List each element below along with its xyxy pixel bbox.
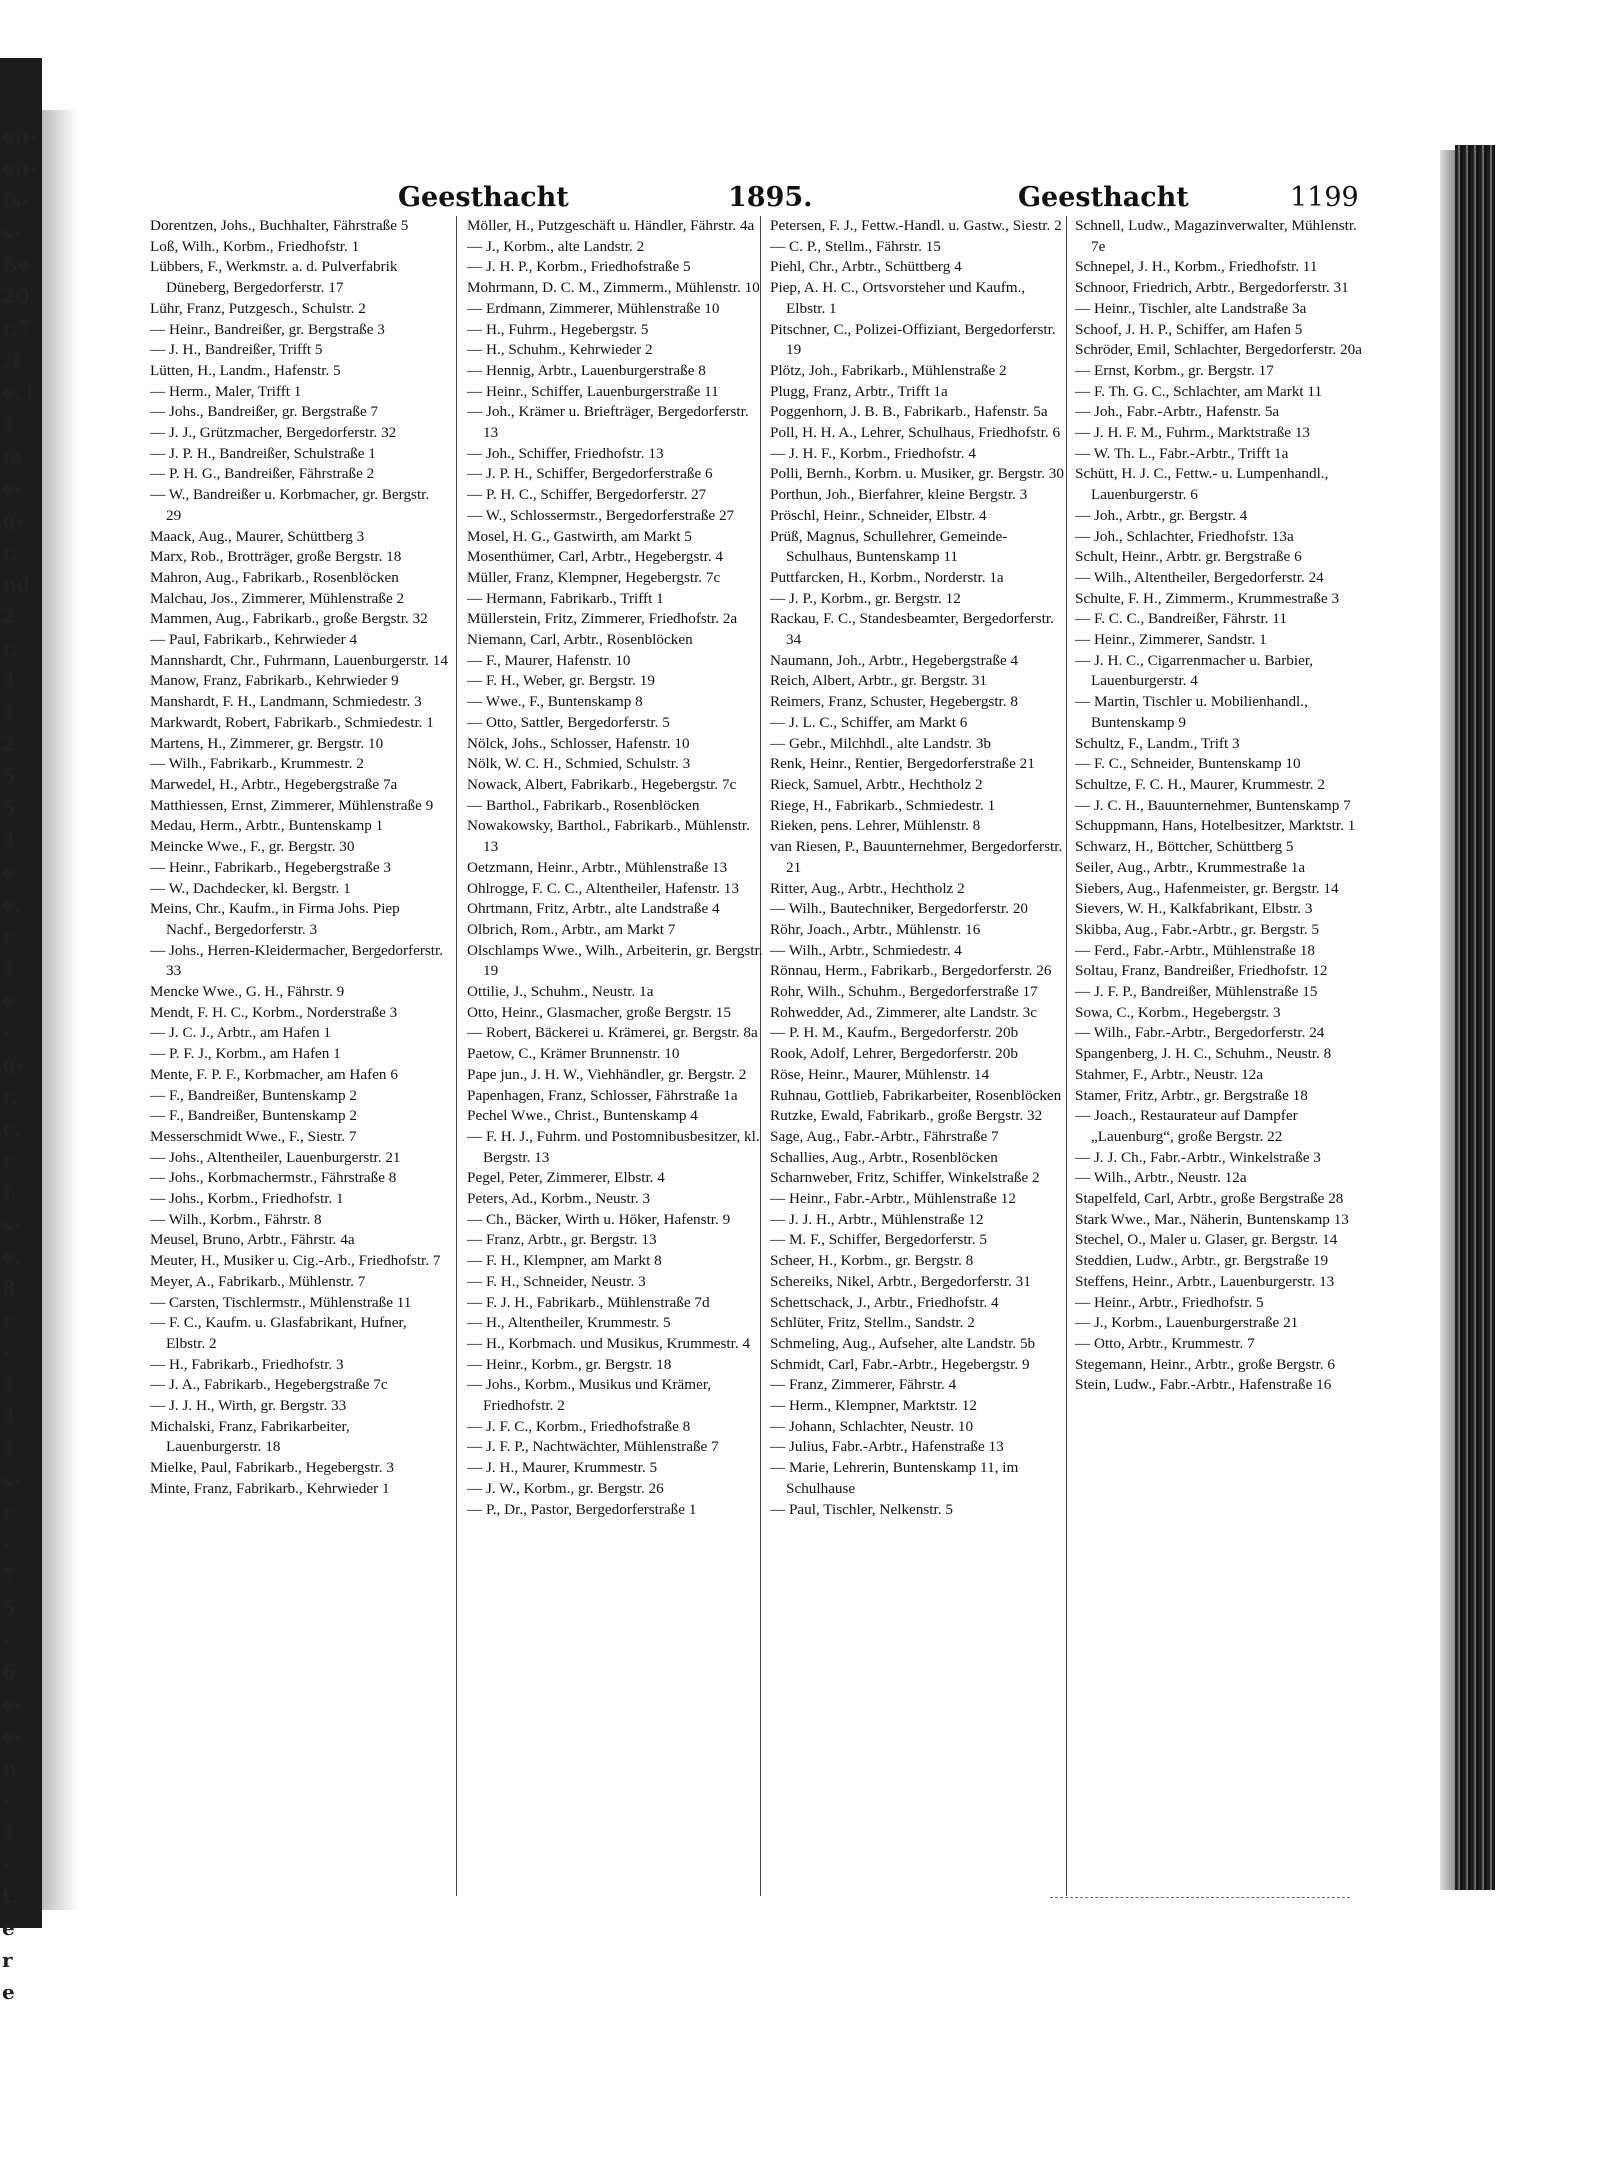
directory-entry: — H., Schuhm., Kehrwieder 2 — [467, 341, 653, 359]
directory-entry: Nölk, W. C. H., Schmied, Schulstr. 3 — [467, 755, 691, 773]
directory-entry: — Erdmann, Zimmerer, Mühlenstraße 10 — [467, 299, 720, 317]
directory-entry: — Heinr., Tischler, alte Landstraße 3a — [1075, 299, 1307, 317]
directory-entry: Stahmer, F., Arbtr., Neustr. 12a — [1075, 1065, 1264, 1083]
directory-entry: Mencke Wwe., G. H., Fährstr. 9 — [150, 983, 345, 1001]
page-stack-edge — [1455, 145, 1495, 1890]
directory-entry: Olschlamps Wwe., Wilh., Arbeiterin, gr. Bergstr. 19 — [467, 941, 763, 980]
previous-page-fragment: .1 — [2, 348, 23, 372]
previous-page-fragment: 2 — [2, 604, 16, 628]
directory-entry: Pape jun., J. H. W., Viehhändler, gr. Bergstr. 2 — [467, 1065, 747, 1083]
previous-page-fragment: r — [2, 924, 13, 948]
directory-entry: Schröder, Emil, Schlachter, Bergedorferstr. 20a — [1075, 341, 1362, 359]
directory-entry: — J. J. H., Arbtr., Mühlenstraße 12 — [770, 1210, 984, 1228]
directory-entry: — F., Bandreißer, Buntenskamp 2 — [150, 1107, 357, 1125]
directory-entry: Steffens, Heinr., Arbtr., Lauenburgerstr. 13 — [1075, 1272, 1335, 1290]
header-place-right: Geesthacht — [1018, 182, 1189, 213]
directory-entry: — P. F. J., Korbm., am Hafen 1 — [150, 1045, 341, 1063]
previous-page-fragment: e- — [2, 1692, 24, 1716]
directory-entry: Mosel, H. G., Gastwirth, am Markt 5 — [467, 527, 692, 545]
directory-entry: — J. P. H., Bandreißer, Schulstraße 1 — [150, 444, 376, 462]
page-gutter-shadow — [42, 110, 94, 1910]
directory-entry: Müllerstein, Fritz, Zimmerer, Friedhofstr. 2a — [467, 610, 738, 628]
directory-entry: Manow, Franz, Fabrikarb., Kehrwieder 9 — [150, 672, 399, 690]
previous-page-fragment: e — [2, 1980, 15, 2004]
directory-entry: Schult, Heinr., Arbtr. gr. Bergstraße 6 — [1075, 548, 1302, 566]
previous-page-fragment: r — [2, 1308, 13, 1332]
directory-entry: Pegel, Peter, Zimmerer, Elbstr. 4 — [467, 1169, 665, 1187]
directory-entry: Plötz, Joh., Fabrikarb., Mühlenstraße 2 — [770, 361, 1007, 379]
directory-entry: Mendt, F. H. C., Korbm., Norderstraße 3 — [150, 1003, 398, 1021]
directory-entry: Olbrich, Rom., Arbtr., am Markt 7 — [467, 920, 676, 938]
directory-column-3 — [770, 216, 1068, 1906]
directory-entry: Schulte, F. H., Zimmerm., Krummestraße 3 — [1075, 589, 1340, 607]
previous-page-fragment: e, — [2, 892, 22, 916]
directory-entry: Schoof, J. H. P., Schiffer, am Hafen 5 — [1075, 320, 1303, 338]
directory-entry: — J., Korbm., Lauenburgerstraße 21 — [1075, 1314, 1299, 1332]
directory-entry: — Ch., Bäcker, Wirth u. Höker, Hafenstr. 9 — [467, 1210, 731, 1228]
directory-entry: Poll, H. H. A., Lehrer, Schulhaus, Friedhofstr. 6 — [770, 424, 1061, 442]
previous-page-fragment: 5 — [2, 1596, 16, 1620]
directory-entry: — Joh., Schlachter, Friedhofstr. 13a — [1075, 527, 1294, 545]
directory-entry: — J. H. C., Cigarrenmacher u. Barbier, Lauenburgerstr. 4 — [1075, 651, 1314, 690]
directory-entry: — J. H., Bandreißer, Trifft 5 — [150, 341, 323, 359]
directory-column-1 — [150, 216, 448, 1906]
directory-entry: — Otto, Arbtr., Krummestr. 7 — [1075, 1334, 1255, 1352]
directory-column-4 — [1075, 216, 1373, 1906]
directory-entry: Prüß, Magnus, Schullehrer, Gemeinde-Schulhaus, Buntenskamp 11 — [770, 527, 1008, 566]
directory-entry: Marwedel, H., Arbtr., Hegebergstraße 7a — [150, 775, 398, 793]
directory-entry: Spangenberg, J. H. C., Schuhm., Neustr. 8 — [1075, 1045, 1332, 1063]
directory-entry: — Heinr., Zimmerer, Sandstr. 1 — [1075, 631, 1267, 649]
directory-entry: — P. H. M., Kaufm., Bergedorferstr. 20b — [770, 1024, 1019, 1042]
directory-entry: — J. H., Maurer, Krummestr. 5 — [467, 1459, 658, 1477]
directory-entry: — J. H. F., Korbm., Friedhofstr. 4 — [770, 444, 976, 462]
directory-entry: Mahron, Aug., Fabrikarb., Rosenblöcken — [150, 568, 399, 586]
directory-entry: Riege, H., Fabrikarb., Schmiedestr. 1 — [770, 796, 996, 814]
directory-entry: — F. H., Schneider, Neustr. 3 — [467, 1272, 646, 1290]
directory-entry: Schütt, H. J. C., Fettw.- u. Lumpenhandl., Lauenburgerstr. 6 — [1075, 465, 1329, 504]
directory-entry: — H., Korbmach. und Musikus, Krummestr. 4 — [467, 1334, 751, 1352]
previous-page-fragment: e — [2, 860, 15, 884]
previous-page-fragment: - — [2, 1628, 11, 1652]
directory-entry: Loß, Wilh., Korbm., Friedhofstr. 1 — [150, 237, 360, 255]
directory-entry: — P. H. C., Schiffer, Bergedorferstr. 27 — [467, 486, 707, 504]
directory-entry: — J. A., Fabrikarb., Hegebergstraße 7c — [150, 1376, 388, 1394]
directory-entry: Soltau, Franz, Bandreißer, Friedhofstr. 12 — [1075, 962, 1328, 980]
directory-entry: Maack, Aug., Maurer, Schüttberg 3 — [150, 527, 365, 545]
directory-entry: — Joh., Krämer u. Briefträger, Bergedorferstr. 13 — [467, 403, 749, 442]
directory-entry: Sowa, C., Korbm., Hegebergstr. 3 — [1075, 1003, 1281, 1021]
previous-page-fragment: r. — [2, 636, 18, 660]
directory-entry: — J. P., Korbm., gr. Bergstr. 12 — [770, 589, 961, 607]
directory-entry: Meyer, A., Fabrikarb., Mühlenstr. 7 — [150, 1272, 366, 1290]
previous-page-fragment: en- — [2, 124, 38, 148]
directory-entry: — Joh., Arbtr., gr. Bergstr. 4 — [1075, 506, 1248, 524]
directory-entry: Michalski, Franz, Fabrikarbeiter, Lauenburgerstr. 18 — [150, 1417, 350, 1456]
previous-page-fragment: s- — [2, 1468, 22, 1492]
directory-entry: Stechel, O., Maler u. Glaser, gr. Bergstr. 14 — [1075, 1231, 1338, 1249]
directory-entry: Puttfarcken, H., Korbm., Norderstr. 1a — [770, 568, 1004, 586]
directory-entry: — Wilh., Korbm., Fährstr. 8 — [150, 1210, 322, 1228]
page-number: 1199 — [1290, 182, 1359, 213]
directory-entry: Rieck, Samuel, Arbtr., Hechtholz 2 — [770, 775, 983, 793]
directory-entry: Piep, A. H. C., Ortsvorsteher und Kaufm., Elbstr. 1 — [770, 279, 1026, 317]
directory-entry: — Johs., Herren-Kleidermacher, Bergedorferstr. 33 — [150, 941, 444, 980]
previous-page-fragment: r. — [2, 540, 18, 564]
directory-entry: — H., Fuhrm., Hegebergstr. 5 — [467, 320, 649, 338]
directory-entry: Schnell, Ludw., Magazinverwalter, Mühlenstr. 7e — [1075, 217, 1357, 255]
previous-page-fragment: 1 — [2, 956, 16, 980]
directory-entry: Pitschner, C., Polizei-Offiziant, Bergedorferstr. 19 — [770, 320, 1056, 359]
directory-entry: — F. H., Weber, gr. Bergstr. 19 — [467, 672, 655, 690]
directory-entry: Meins, Chr., Kaufm., in Firma Johs. Piep Nachf., Bergedorferstr. 3 — [150, 900, 400, 938]
previous-page-fragment: 6 — [2, 1660, 16, 1684]
directory-entry: Rieken, pens. Lehrer, Mühlenstr. 8 — [770, 817, 981, 835]
directory-entry: — H., Altentheiler, Krummestr. 5 — [467, 1314, 671, 1332]
previous-page-fragment: e — [2, 1916, 15, 1940]
directory-entry: Otto, Heinr., Glasmacher, große Bergstr. 15 — [467, 1003, 731, 1021]
previous-page-fragment: 2 — [2, 732, 16, 756]
previous-page-fragment: n — [2, 1756, 17, 1780]
previous-page-fragment: fs- — [2, 188, 31, 212]
column-rule — [456, 216, 457, 1896]
directory-entry: — Joh., Fabr.-Arbtr., Hafenstr. 5a — [1075, 403, 1280, 421]
directory-entry: — W., Dachdecker, kl. Bergstr. 1 — [150, 879, 351, 897]
directory-entry: — Heinr., Fabrikarb., Hegebergstraße 3 — [150, 858, 391, 876]
directory-entry: — J. J. Ch., Fabr.-Arbtr., Winkelstraße 3 — [1075, 1148, 1321, 1166]
directory-entry: Matthiessen, Ernst, Zimmerer, Mühlenstraße 9 — [150, 796, 434, 814]
directory-entry: — F., Maurer, Hafenstr. 10 — [467, 651, 631, 669]
directory-entry: — Johann, Schlachter, Neustr. 10 — [770, 1417, 974, 1435]
directory-entry: — Carsten, Tischlermstr., Mühlenstraße 11 — [150, 1293, 412, 1311]
directory-entry: — Johs., Korbm., Friedhofstr. 1 — [150, 1190, 344, 1208]
directory-entry: — Johs., Korbm., Musikus und Krämer, Friedhofstr. 2 — [467, 1376, 712, 1415]
directory-entry: — J. L. C., Schiffer, am Markt 6 — [770, 713, 968, 731]
directory-entry: — Paul, Fabrikarb., Kehrwieder 4 — [150, 631, 358, 649]
header-year: 1895. — [728, 182, 813, 213]
directory-entry: Meusel, Bruno, Arbtr., Fährstr. 4a — [150, 1231, 355, 1249]
previous-page-fragment: - — [2, 1020, 11, 1044]
previous-page-fragment: c, — [2, 1116, 22, 1140]
directory-entry: — Heinr., Korbm., gr. Bergstr. 18 — [467, 1355, 672, 1373]
directory-entry: Ottilie, J., Schuhm., Neustr. 1a — [467, 983, 654, 1001]
directory-entry: Schultz, F., Landm., Trift 3 — [1075, 734, 1240, 752]
directory-entry: Peters, Ad., Korbm., Neustr. 3 — [467, 1190, 651, 1208]
directory-entry: Reimers, Franz, Schuster, Hegebergstr. 8 — [770, 693, 1018, 711]
directory-entry: — Ernst, Korbm., gr. Bergstr. 17 — [1075, 361, 1274, 379]
directory-entry: — Hennig, Arbtr., Lauenburgerstraße 8 — [467, 361, 706, 379]
directory-entry: — Ferd., Fabr.-Arbtr., Mühlenstraße 18 — [1075, 941, 1316, 959]
directory-entry: — Johs., Altentheiler, Lauenburgerstr. 21 — [150, 1148, 401, 1166]
directory-entry: — Wilh., Altentheiler, Bergedorferstr. 24 — [1075, 568, 1324, 586]
directory-entry: — F. J. H., Fabrikarb., Mühlenstraße 7d — [467, 1293, 710, 1311]
directory-entry: Mohrmann, D. C. M., Zimmerm., Mühlenstr. 10 — [467, 279, 760, 297]
directory-entry: Rackau, F. C., Standesbeamter, Bergedorferstr. 34 — [770, 610, 1054, 649]
directory-entry: Ruhnau, Gottlieb, Fabrikarbeiter, Rosenblöcken — [770, 1086, 1062, 1104]
directory-entry: Pechel Wwe., Christ., Buntenskamp 4 — [467, 1107, 698, 1125]
directory-entry: Mielke, Paul, Fabrikarb., Hegebergstr. 3 — [150, 1459, 394, 1477]
directory-entry: Dorentzen, Johs., Buchhalter, Fährstraße 5 — [150, 217, 409, 234]
directory-entry: Ohrtmann, Fritz, Arbtr., alte Landstraße 4 — [467, 900, 720, 918]
directory-entry: Sievers, W. H., Kalkfabrikant, Elbstr. 3 — [1075, 900, 1313, 918]
directory-entry: Lütten, H., Landm., Hafenstr. 5 — [150, 361, 341, 379]
previous-page-fragment: 4 — [2, 1404, 16, 1428]
directory-entry: Paetow, C., Krämer Brunnenstr. 10 — [467, 1045, 680, 1063]
directory-entry: — Wilh., Fabrikarb., Krummestr. 2 — [150, 755, 364, 773]
directory-entry: Schlüter, Fritz, Stellm., Sandstr. 2 — [770, 1314, 975, 1332]
directory-entry: Lühr, Franz, Putzgesch., Schulstr. 2 — [150, 299, 366, 317]
directory-entry: Malchau, Jos., Zimmerer, Mühlenstraße 2 — [150, 589, 405, 607]
directory-entry: Stamer, Fritz, Arbtr., gr. Bergstraße 18 — [1075, 1086, 1308, 1104]
previous-page-fragment: s- — [2, 1212, 22, 1236]
directory-entry: — J. C. J., Arbtr., am Hafen 1 — [150, 1024, 331, 1042]
directory-entry: Ohlrogge, F. C. C., Altentheiler, Hafenstr. 13 — [467, 879, 739, 897]
directory-entry: Piehl, Chr., Arbtr., Schüttberg 4 — [770, 258, 962, 276]
directory-entry: — J. F. P., Nachtwächter, Mühlenstraße 7 — [467, 1438, 719, 1456]
directory-entry: Lübbers, F., Werkmstr. a. d. Pulverfabrik Düneberg, Bergedorferstr. 17 — [150, 258, 398, 297]
previous-page-fragment: - — [2, 1532, 11, 1556]
directory-entry: — J. J. H., Wirth, gr. Bergstr. 33 — [150, 1397, 347, 1415]
directory-entry: Pröschl, Heinr., Schneider, Elbstr. 4 — [770, 506, 987, 524]
directory-entry: Ritter, Aug., Arbtr., Hechtholz 2 — [770, 879, 965, 897]
directory-entry: — P., Dr., Pastor, Bergedorferstraße 1 — [467, 1500, 697, 1518]
directory-entry: Schnepel, J. H., Korbm., Friedhofstr. 11 — [1075, 258, 1318, 276]
directory-entry: — J. F. P., Bandreißer, Mühlenstraße 15 — [1075, 983, 1318, 1001]
directory-entry: — F. H. J., Fuhrm. und Postomnibusbesitzer, kl. Bergstr. 13 — [467, 1127, 760, 1166]
directory-entry: Rohwedder, Ad., Zimmerer, alte Landstr. 3c — [770, 1003, 1038, 1021]
directory-entry: Schmeling, Aug., Aufseher, alte Landstr. 5b — [770, 1334, 1036, 1352]
directory-entry: Schultze, F. C. H., Maurer, Krummestr. 2 — [1075, 775, 1325, 793]
directory-entry: — J., Korbm., alte Landstr. 2 — [467, 237, 645, 255]
directory-entry: Schwarz, H., Böttcher, Schüttberg 5 — [1075, 838, 1294, 856]
directory-entry: — Heinr., Schiffer, Lauenburgerstraße 11 — [467, 382, 719, 400]
directory-entry: — W., Bandreißer u. Korbmacher, gr. Bergstr. 29 — [150, 486, 430, 524]
directory-entry: Medau, Herm., Arbtr., Buntenskamp 1 — [150, 817, 384, 835]
previous-page-fragments — [0, 120, 40, 2004]
directory-entry: — Heinr., Fabr.-Arbtr., Mühlenstraße 12 — [770, 1190, 1016, 1208]
footer-dash-rule — [1050, 1897, 1350, 1899]
directory-entry: Schettschack, J., Arbtr., Friedhofstr. 4 — [770, 1293, 999, 1311]
directory-entry: Rook, Adolf, Lehrer, Bergedorferstr. 20b — [770, 1045, 1018, 1063]
previous-page-fragment: e.1 — [2, 380, 36, 404]
directory-entry: Renk, Heinr., Rentier, Bergedorferstraße 21 — [770, 755, 1035, 773]
directory-entry: Rutzke, Ewald, Fabrikarb., große Bergstr. 32 — [770, 1107, 1043, 1125]
previous-page-fragment: 1 — [2, 412, 16, 436]
directory-entry: Stegemann, Heinr., Arbtr., große Bergstr. 6 — [1075, 1355, 1335, 1373]
previous-page-fragment: 1 — [2, 700, 16, 724]
previous-page-fragment: r, — [2, 1084, 19, 1108]
directory-entry: Mente, F. P. F., Korbmacher, am Hafen 6 — [150, 1065, 398, 1083]
previous-page-fragment: s- — [2, 220, 22, 244]
directory-entry: — Martin, Tischler u. Mobilienhandl., Buntenskamp 9 — [1075, 693, 1308, 731]
previous-page-fragment: e- — [2, 476, 24, 500]
directory-entry: — Otto, Sattler, Bergedorferstr. 5 — [467, 713, 670, 731]
directory-entry: Nowack, Albert, Fabrikarb., Hegebergstr. 7c — [467, 775, 737, 793]
previous-page-fragment: en- — [2, 156, 38, 180]
directory-entry: Markwardt, Robert, Fabrikarb., Schmiedestr. 1 — [150, 713, 434, 731]
directory-entry: Scheer, H., Korbm., gr. Bergstr. 8 — [770, 1252, 974, 1270]
directory-entry: Mosenthümer, Carl, Arbtr., Hegebergstr. 4 — [467, 548, 723, 566]
directory-entry: Porthun, Joh., Bierfahrer, kleine Bergstr. 3 — [770, 486, 1028, 504]
directory-entry: — Hermann, Fabrikarb., Trifft 1 — [467, 589, 664, 607]
previous-page-fragment: - — [2, 1788, 11, 1812]
directory-entry: Nowakowsky, Barthol., Fabrikarb., Mühlenstr. 13 — [467, 817, 750, 856]
directory-entry: — Heinr., Arbtr., Friedhofstr. 5 — [1075, 1293, 1264, 1311]
directory-entry: Scharnweber, Fritz, Schiffer, Winkelstraße 2 — [770, 1169, 1040, 1187]
directory-entry: — J. H. P., Korbm., Friedhofstraße 5 — [467, 258, 691, 276]
directory-entry: Stein, Ludw., Fabr.-Arbtr., Hafenstraße 16 — [1075, 1376, 1332, 1394]
directory-entry: Müller, Franz, Klempner, Hegebergstr. 7c — [467, 568, 721, 586]
directory-entry: — Johs., Korbmachermstr., Fährstraße 8 — [150, 1169, 397, 1187]
directory-entry: — J. F. C., Korbm., Friedhofstraße 8 — [467, 1417, 691, 1435]
directory-entry: Meuter, H., Musiker u. Cig.-Arb., Friedhofstr. 7 — [150, 1252, 441, 1270]
directory-entry: Mammen, Aug., Fabrikarb., große Bergstr. 32 — [150, 610, 428, 628]
previous-page-fragment: nd — [2, 572, 31, 596]
directory-column-2 — [467, 216, 765, 1906]
previous-page-fragment: 5 — [2, 796, 16, 820]
previous-page-fragment: 1 — [2, 1372, 16, 1396]
directory-entry: — Julius, Fabr.-Arbtr., Hafenstraße 13 — [770, 1438, 1004, 1456]
directory-entry: — Wilh., Bautechniker, Bergedorferstr. 20 — [770, 900, 1029, 918]
previous-page-fragment: ße — [2, 252, 30, 276]
running-header — [150, 182, 1390, 218]
directory-entry: — J. C. H., Bauunternehmer, Buntenskamp 7 — [1075, 796, 1351, 814]
previous-page-fragment: 7 — [2, 1564, 16, 1588]
directory-entry: — F. H., Klempner, am Markt 8 — [467, 1252, 662, 1270]
directory-entry: Minte, Franz, Fabrikarb., Kehrwieder 1 — [150, 1479, 390, 1497]
previous-page-fragment: 1 — [2, 1820, 16, 1844]
directory-entry: Meincke Wwe., F., gr. Bergstr. 30 — [150, 838, 355, 856]
directory-entry: — Barthol., Fabrikarb., Rosenblöcken — [467, 796, 700, 814]
directory-entry: — Herm., Klempner, Marktstr. 12 — [770, 1397, 977, 1415]
previous-page-fragment: r — [2, 1948, 13, 1972]
directory-entry: Reich, Albert, Arbtr., gr. Bergstr. 31 — [770, 672, 987, 690]
directory-entry: — C. P., Stellm., Fährstr. 15 — [770, 237, 941, 255]
directory-entry: — F. C. C., Bandreißer, Fährstr. 11 — [1075, 610, 1287, 628]
directory-entry: — Wilh., Arbtr., Neustr. 12a — [1075, 1169, 1247, 1187]
directory-entry: Schuppmann, Hans, Hotelbesitzer, Marktstr. 1 — [1075, 817, 1356, 835]
directory-entry: — F. Th. G. C., Schlachter, am Markt 11 — [1075, 382, 1323, 400]
previous-page-fragment: t. — [2, 1884, 19, 1908]
directory-entry: Stapelfeld, Carl, Arbtr., große Bergstraße 28 — [1075, 1190, 1344, 1208]
directory-entry: Röhr, Joach., Arbtr., Mühlenstr. 16 — [770, 920, 981, 938]
directory-entry: Seiler, Aug., Arbtr., Krummestraße 1a — [1075, 858, 1306, 876]
previous-page-fragment: 4 — [2, 668, 16, 692]
directory-entry: Mannshardt, Chr., Fuhrmann, Lauenburgerstr. 14 — [150, 651, 448, 669]
directory-entry: Rohr, Wilh., Schuhm., Bergedorferstraße 17 — [770, 983, 1038, 1001]
directory-entry: Petersen, F. J., Fettw.-Handl. u. Gastw., Siestr. 2 — [770, 217, 1062, 234]
directory-entry: — Joach., Restaurateur auf Dampfer „Lauenburg“, große Bergstr. 22 — [1075, 1107, 1298, 1145]
previous-page-fragment: 8 — [2, 1276, 16, 1300]
directory-entry: — Heinr., Bandreißer, gr. Bergstraße 3 — [150, 320, 385, 338]
directory-entry: Niemann, Carl, Arbtr., Rosenblöcken — [467, 631, 693, 649]
directory-entry: — Franz, Zimmerer, Fährstr. 4 — [770, 1376, 957, 1394]
directory-entry: Papenhagen, Franz, Schlosser, Fährstraße 1a — [467, 1086, 738, 1104]
directory-entry: Skibba, Aug., Fabr.-Arbtr., gr. Bergstr. 5 — [1075, 920, 1319, 938]
previous-page-fragment: 4 — [2, 828, 16, 852]
directory-entry: — F., Bandreißer, Buntenskamp 2 — [150, 1086, 357, 1104]
directory-entry: — P. H. G., Bandreißer, Fährstraße 2 — [150, 465, 375, 483]
directory-entry: — J. P. H., Schiffer, Bergedorferstraße 6 — [467, 465, 713, 483]
directory-entry: van Riesen, P., Bauunternehmer, Bergedorferstr. 21 — [770, 838, 1063, 876]
directory-entry: — Wilh., Fabr.-Arbtr., Bergedorferstr. 24 — [1075, 1024, 1325, 1042]
directory-entry: — Franz, Arbtr., gr. Bergstr. 13 — [467, 1231, 657, 1249]
previous-page-fragment: e — [2, 988, 15, 1012]
directory-entry: Martens, H., Zimmerer, gr. Bergstr. 10 — [150, 734, 384, 752]
header-place-left: Geesthacht — [398, 182, 569, 213]
directory-entry: Rönnau, Herm., Fabrikarb., Bergedorferstr. 26 — [770, 962, 1052, 980]
previous-page-fragment: 5 — [2, 764, 16, 788]
directory-entry: Möller, H., Putzgeschäft u. Händler, Fährstr. 4a — [467, 217, 755, 234]
directory-entry: Naumann, Joh., Arbtr., Hegebergstraße 4 — [770, 651, 1019, 669]
directory-entry: — F. C., Schneider, Buntenskamp 10 — [1075, 755, 1301, 773]
directory-entry: — Gebr., Milchhdl., alte Landstr. 3b — [770, 734, 992, 752]
directory-entry: Schmidt, Carl, Fabr.-Arbtr., Hegebergstr. 9 — [770, 1355, 1030, 1373]
directory-entry: Manshardt, F. H., Landmann, Schmiedestr. 3 — [150, 693, 422, 711]
previous-page-fragment: e- — [2, 1724, 24, 1748]
page-edge-shade — [1440, 150, 1456, 1890]
directory-entry: Schereiks, Nikel, Arbtr., Bergedorferstr. 31 — [770, 1272, 1031, 1290]
directory-entry: Nölck, Johs., Schlosser, Hafenstr. 10 — [467, 734, 690, 752]
directory-entry: — Johs., Bandreißer, gr. Bergstraße 7 — [150, 403, 379, 421]
directory-entry: — Herm., Maler, Trifft 1 — [150, 382, 302, 400]
directory-entry: Oetzmann, Heinr., Arbtr., Mühlenstraße 13 — [467, 858, 728, 876]
directory-entry: — Joh., Schiffer, Friedhofstr. 13 — [467, 444, 664, 462]
previous-page-fragment: 20 — [2, 284, 30, 308]
previous-page-fragment: m — [2, 444, 24, 468]
directory-entry: Stark Wwe., Mar., Näherin, Buntenskamp 13 — [1075, 1210, 1349, 1228]
directory-entry: Polli, Bernh., Korbm. u. Musiker, gr. Bergstr. 30 — [770, 465, 1064, 483]
directory-entry: Plugg, Franz, Arbtr., Trifft 1a — [770, 382, 948, 400]
directory-entry: — F. C., Kaufm. u. Glasfabrikant, Hufner, Elbstr. 2 — [150, 1314, 407, 1352]
previous-page-fragment: 1 — [2, 1436, 16, 1460]
previous-page-fragment: f, — [2, 1180, 18, 1204]
directory-entry: Steddien, Ludw., Arbtr., gr. Bergstraße 19 — [1075, 1252, 1329, 1270]
directory-entry: — Paul, Tischler, Nelkenstr. 5 — [770, 1500, 953, 1518]
directory-entry: — Wilh., Arbtr., Schmiedestr. 4 — [770, 941, 962, 959]
previous-page-fragment: r.7 — [2, 316, 32, 340]
directory-entry: Röse, Heinr., Maurer, Mühlenstr. 14 — [770, 1065, 990, 1083]
directory-entry: Siebers, Aug., Hafenmeister, gr. Bergstr. 14 — [1075, 879, 1339, 897]
directory-entry: Poggenhorn, J. B. B., Fabrikarb., Hafenstr. 5a — [770, 403, 1048, 421]
directory-entry: Schallies, Aug., Arbtr., Rosenblöcken — [770, 1148, 998, 1166]
directory-entry: — Robert, Bäckerei u. Krämerei, gr. Bergstr. 8a — [467, 1024, 758, 1042]
directory-entry: — W. Th. L., Fabr.-Arbtr., Trifft 1a — [1075, 444, 1289, 462]
previous-page-fragment: g- — [2, 1052, 25, 1076]
directory-entry: — M. F., Schiffer, Bergedorferstr. 5 — [770, 1231, 987, 1249]
directory-entry: Messerschmidt Wwe., F., Siestr. 7 — [150, 1127, 357, 1145]
previous-page-fragment: - — [2, 1852, 11, 1876]
directory-entry: — Marie, Lehrerin, Buntenskamp 11, im Schulhause — [770, 1459, 1019, 1497]
directory-entry: Sage, Aug., Fabr.-Arbtr., Fährstraße 7 — [770, 1127, 999, 1145]
previous-page-fragment: e, — [2, 1244, 22, 1268]
directory-entry: — J. H. F. M., Fuhrm., Marktstraße 13 — [1075, 424, 1311, 442]
previous-page-fragment: r — [2, 1148, 13, 1172]
directory-entry: — J. J., Grützmacher, Bergedorferstr. 32 — [150, 424, 397, 442]
previous-page-fragment: r — [2, 1500, 13, 1524]
previous-page-fragment: g- — [2, 508, 25, 532]
directory-entry: — H., Fabrikarb., Friedhofstr. 3 — [150, 1355, 344, 1373]
directory-entry: — Wwe., F., Buntenskamp 8 — [467, 693, 643, 711]
previous-page-fragment: - — [2, 1340, 11, 1364]
directory-entry: — W., Schlossermstr., Bergedorferstraße 27 — [467, 506, 735, 524]
directory-entry: Schnoor, Friedrich, Arbtr., Bergedorferstr. 31 — [1075, 279, 1349, 297]
directory-entry: Marx, Rob., Brotträger, große Bergstr. 18 — [150, 548, 402, 566]
directory-entry: — J. W., Korbm., gr. Bergstr. 26 — [467, 1479, 664, 1497]
